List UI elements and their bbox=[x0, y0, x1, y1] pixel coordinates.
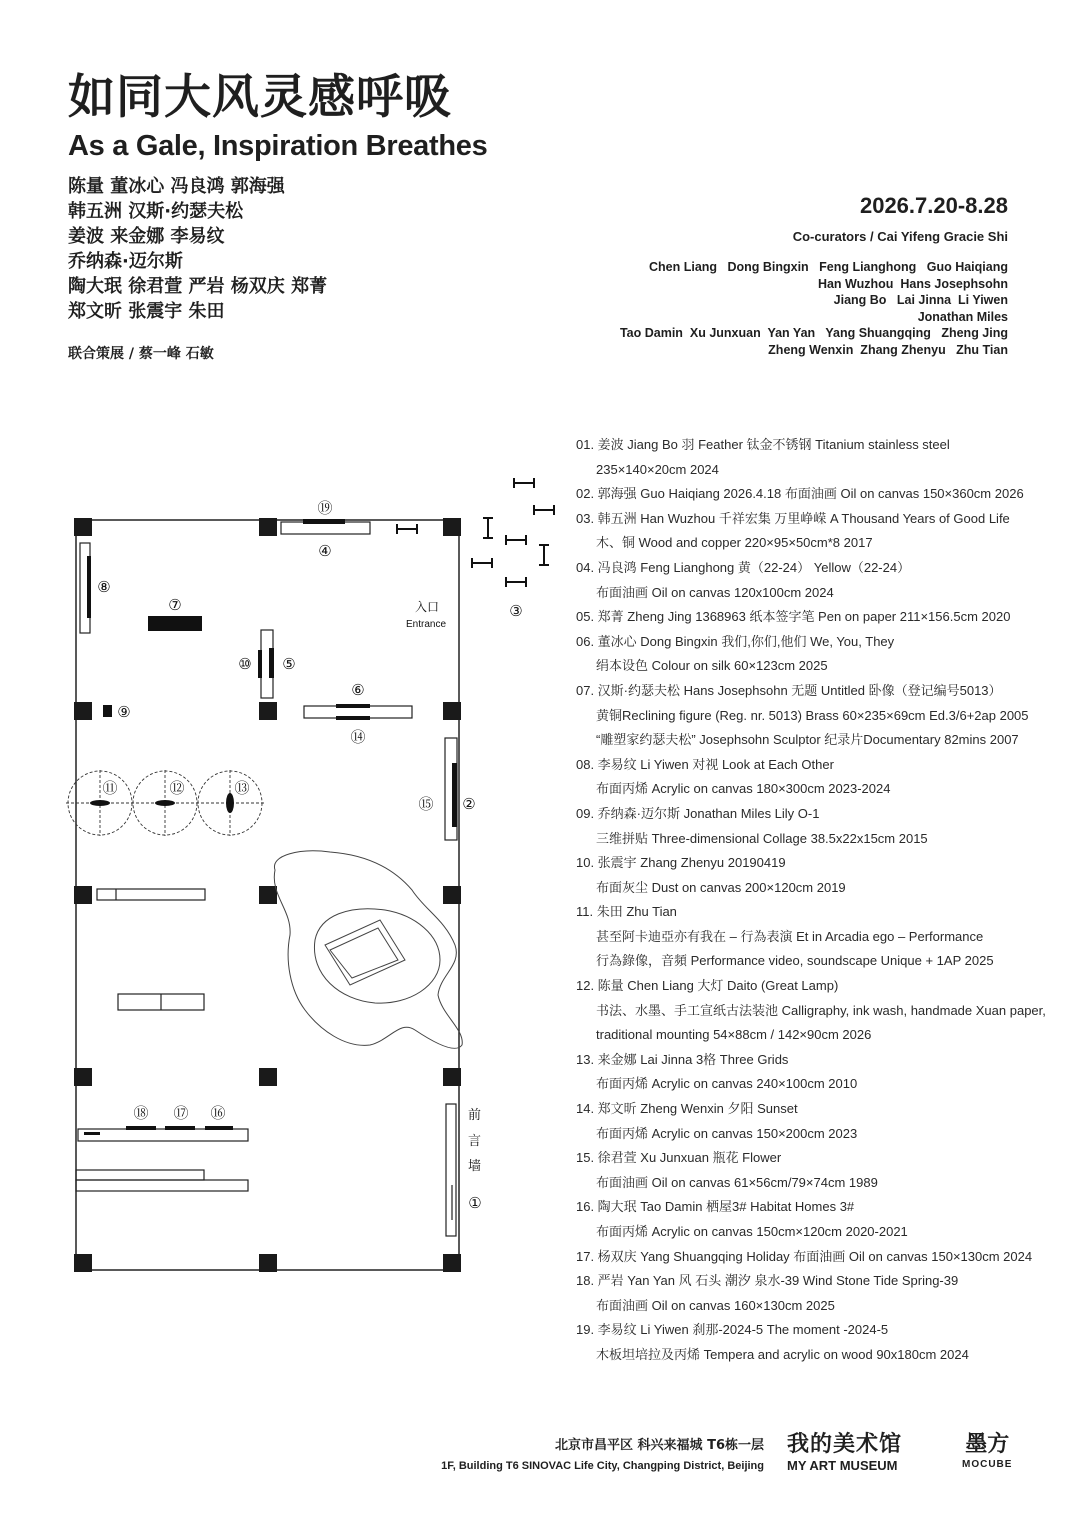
catalog-line: 02. 郭海强 Guo Haiqiang 2026.4.18 布面油画 Oil on canvas 150×360cm 2026 bbox=[576, 486, 1024, 502]
marker-6: ⑥ bbox=[351, 682, 365, 699]
catalog-line: 书法、水墨、手工宣纸古法装池 Calligraphy, ink wash, handmade Xuan paper, bbox=[596, 1002, 1046, 1018]
catalog-line: 09. 乔纳森·迈尔斯 Jonathan Miles Lily O-1 bbox=[576, 805, 820, 821]
catalog-line: 布面丙烯 Acrylic on canvas 180×300cm 2023-2024 bbox=[596, 781, 891, 797]
marker-14: ⑭ bbox=[350, 729, 366, 746]
museum-logo bbox=[787, 1432, 902, 1474]
catalog-line: 04. 冯良鸿 Feng Lianghong 黄（22-24） Yellow（22-24） bbox=[576, 559, 911, 575]
wall-lower-1 bbox=[76, 1170, 204, 1180]
catalog-line: 布面灰尘 Dust on canvas 200×120cm 2019 bbox=[596, 879, 846, 895]
catalog-line: 18. 严岩 Yan Yan 风 石头 潮汐 泉水-39 Wind Stone Tide Spring-39 bbox=[576, 1273, 959, 1289]
artist-line: Tao Damin Xu Junxuan Yan Yan Yang Shuangqing Zheng Jing bbox=[619, 326, 1008, 340]
artist-line: Chen Liang Dong Bingxin Feng Lianghong Guo Haiqiang bbox=[648, 260, 1008, 274]
artist-line: Jonathan Miles bbox=[917, 309, 1008, 324]
marker-12: ⑫ bbox=[169, 780, 185, 797]
marker-2: ② bbox=[462, 796, 476, 813]
artwork-16-mark bbox=[205, 1126, 233, 1130]
artist-line: Han Wuzhou Hans Josephsohn bbox=[817, 276, 1008, 291]
catalog-line: 绢本设色 Colour on silk 60×123cm 2025 bbox=[596, 658, 828, 674]
catalog-line: 19. 李易纹 Li Yiwen 刹那-2024-5 The moment -2024-5 bbox=[576, 1322, 889, 1338]
wall-mid-1 bbox=[97, 889, 205, 900]
artwork-10-mark bbox=[258, 650, 262, 678]
artwork-3-sculptures bbox=[397, 478, 554, 587]
marker-7: ⑦ bbox=[168, 597, 182, 614]
title-english: As a Gale, Inspiration Breathes bbox=[68, 130, 488, 162]
wall-16-18 bbox=[78, 1129, 248, 1141]
marker-3: ③ bbox=[509, 603, 523, 620]
catalog-line: 14. 郑文昕 Zheng Wenxin 夕阳 Sunset bbox=[576, 1101, 798, 1117]
preface-wall-char: 言 bbox=[468, 1133, 482, 1148]
entrance-label-cn: 入口 bbox=[415, 600, 440, 614]
catalog-line: 13. 来金娜 Lai Jinna 3格 Three Grids bbox=[576, 1051, 789, 1067]
marker-4: ④ bbox=[318, 543, 332, 560]
marker-9: ⑨ bbox=[117, 704, 131, 721]
mocube-logo bbox=[962, 1432, 1012, 1472]
catalog-line: 木板坦培拉及丙烯 Tempera and acrylic on wood 90x180cm 2024 bbox=[596, 1346, 969, 1362]
catalog-line: 甚至阿卡迪亞亦有我在 – 行為表演 Et in Arcadia ego – Performance bbox=[596, 928, 984, 944]
artist-line: 陶大珉 徐君萱 严岩 杨双庆 郑菁 bbox=[68, 276, 328, 297]
marker-15: ⑮ bbox=[418, 796, 434, 813]
marker-13: ⑬ bbox=[234, 780, 250, 797]
mocube-name-chinese: 墨方 bbox=[965, 1432, 1010, 1457]
catalog-line: 木、铜 Wood and copper 220×95×50cm*8 2017 bbox=[596, 535, 873, 551]
catalog-line: 布面油画 Oil on canvas 120x100cm 2024 bbox=[596, 584, 834, 600]
museum-name-chinese: 我的美术馆 bbox=[787, 1432, 903, 1457]
wall-lower-2 bbox=[76, 1180, 248, 1191]
catalog-line: 黄铜Reclining figure (Reg. nr. 5013) Brass 60×235×69cm Ed.3/6+2ap 2005 bbox=[596, 707, 1029, 723]
artist-list-chinese bbox=[68, 174, 327, 324]
artwork-9-block bbox=[103, 705, 112, 717]
artwork-7-block bbox=[148, 616, 202, 631]
marker-18: ⑱ bbox=[133, 1105, 149, 1122]
marker-19: ⑲ bbox=[317, 500, 333, 517]
catalog-line: 11. 朱田 Zhu Tian bbox=[576, 904, 677, 920]
artist-line: Jiang Bo Lai Jinna Li Yiwen bbox=[833, 293, 1008, 307]
marker-17: ⑰ bbox=[173, 1105, 189, 1122]
artist-line: 韩五洲 汉斯·约瑟夫松 bbox=[68, 201, 244, 222]
catalog-line: 三维拼贴 Three-dimensional Collage 38.5x22x15cm 2015 bbox=[596, 830, 928, 846]
catalog-line: traditional mounting 54×88cm / 142×90cm 2026 bbox=[596, 1027, 872, 1043]
artwork-14-mark bbox=[336, 716, 370, 720]
catalog-line: 布面丙烯 Acrylic on canvas 150cm×120cm 2020-2021 bbox=[596, 1224, 908, 1239]
catalog-line: 布面油画 Oil on canvas 61×56cm/79×74cm 1989 bbox=[596, 1174, 878, 1190]
artwork-18-mark bbox=[126, 1126, 156, 1130]
marker-5: ⑤ bbox=[282, 656, 296, 673]
artist-list-english bbox=[620, 259, 1008, 358]
catalog-line: 06. 董冰心 Dong Bingxin 我们,你们,他们 We, You, They bbox=[576, 633, 895, 649]
address-chinese: 北京市昌平区 科兴来福城 T6栋一层 bbox=[555, 1438, 764, 1453]
mocube-name-english: MOCUBE bbox=[962, 1459, 1013, 1470]
catalog-line: 07. 汉斯·约瑟夫松 Hans Josephsohn 无题 Untitled 卧像（登记编号5013） bbox=[576, 682, 1002, 698]
marker-1: ① bbox=[468, 1195, 482, 1212]
title-chinese: 如同大风灵感呼吸 bbox=[68, 70, 452, 125]
artist-line: 陈量 董冰心 冯良鸿 郭海强 bbox=[68, 176, 285, 197]
artwork-2-mark bbox=[452, 763, 457, 827]
catalog-line: “雕塑家约瑟夫松” Josephsohn Sculptor 纪录片Documentary 82mins 2007 bbox=[596, 732, 1019, 748]
address bbox=[441, 1436, 764, 1476]
catalog-line: 行為錄像，音頻 Performance video, soundscape Unique + 1AP 2025 bbox=[596, 953, 994, 969]
curators-chinese: 联合策展 / 蔡一峰 石敏 bbox=[68, 346, 214, 362]
artwork-6-mark bbox=[336, 704, 370, 708]
marker-10: ⑩ bbox=[238, 656, 252, 673]
floor-plan bbox=[60, 462, 560, 1282]
catalog-line: 布面油画 Oil on canvas 160×130cm 2025 bbox=[596, 1297, 835, 1313]
preface-wall-char: 墙 bbox=[468, 1158, 482, 1173]
catalog-line: 10. 张震宇 Zhang Zhenyu 20190419 bbox=[576, 855, 786, 871]
catalog-line: 235×140×20cm 2024 bbox=[596, 461, 719, 477]
artwork-5-mark bbox=[269, 648, 274, 678]
catalog-line: 12. 陈量 Chen Liang 大灯 Daito (Great Lamp) bbox=[576, 978, 839, 994]
museum-name-english: MY ART MUSEUM bbox=[787, 1458, 898, 1473]
catalog-line: 16. 陶大珉 Tao Damin 栖屋3# Habitat Homes 3# bbox=[576, 1199, 855, 1215]
artwork-8-mark bbox=[87, 556, 91, 618]
address-english: 1F, Building T6 SINOVAC Life City, Changping District, Beijing bbox=[441, 1460, 764, 1472]
preface-wall-char: 前 bbox=[468, 1107, 482, 1122]
catalog-line: 布面丙烯 Acrylic on canvas 240×100cm 2010 bbox=[596, 1076, 858, 1092]
catalog-line: 03. 韩五洲 Han Wuzhou 千祥宏集 万里峥嵘 A Thousand Years of Good Life bbox=[576, 510, 1010, 526]
artist-line: 乔纳森·迈尔斯 bbox=[68, 251, 183, 272]
artist-line: 郑文昕 张震宇 朱田 bbox=[68, 301, 225, 322]
marker-16: ⑯ bbox=[210, 1105, 226, 1122]
artwork-17-mark bbox=[165, 1126, 195, 1130]
curators-english: Co-curators / Cai Yifeng Gracie Shi bbox=[792, 229, 1008, 244]
reclining-figure-outline bbox=[274, 851, 462, 1048]
artwork-catalog bbox=[576, 433, 1046, 1368]
catalog-line: 布面丙烯 Acrylic on canvas 150×200cm 2023 bbox=[596, 1125, 858, 1141]
catalog-line: 05. 郑菁 Zheng Jing 1368963 纸本签字笔 Pen on paper 211×156.5cm 2020 bbox=[576, 609, 1011, 625]
entrance-label-en: Entrance bbox=[406, 619, 447, 630]
catalog-line: 01. 姜波 Jiang Bo 羽 Feather 钛金不锈钢 Titanium stainless steel bbox=[576, 437, 950, 452]
pillars bbox=[74, 518, 461, 1272]
artist-line: Zheng Wenxin Zhang Zhenyu Zhu Tian bbox=[768, 342, 1008, 357]
artwork-19-mark bbox=[303, 519, 345, 524]
catalog-line: 15. 徐君萱 Xu Junxuan 瓶花 Flower bbox=[576, 1150, 782, 1166]
marker-11: ⑪ bbox=[102, 780, 118, 797]
exhibition-date: 2026.7.20-8.28 bbox=[859, 193, 1008, 218]
catalog-line: 17. 杨双庆 Yang Shuangqing Holiday 布面油画 Oil on canvas 150×130cm 2024 bbox=[576, 1248, 1033, 1264]
marker-8: ⑧ bbox=[97, 579, 111, 596]
wall-preface bbox=[446, 1104, 456, 1236]
catalog-line: 08. 李易纹 Li Yiwen 对视 Look at Each Other bbox=[576, 756, 834, 772]
artist-line: 姜波 来金娜 李易纹 bbox=[68, 226, 225, 247]
